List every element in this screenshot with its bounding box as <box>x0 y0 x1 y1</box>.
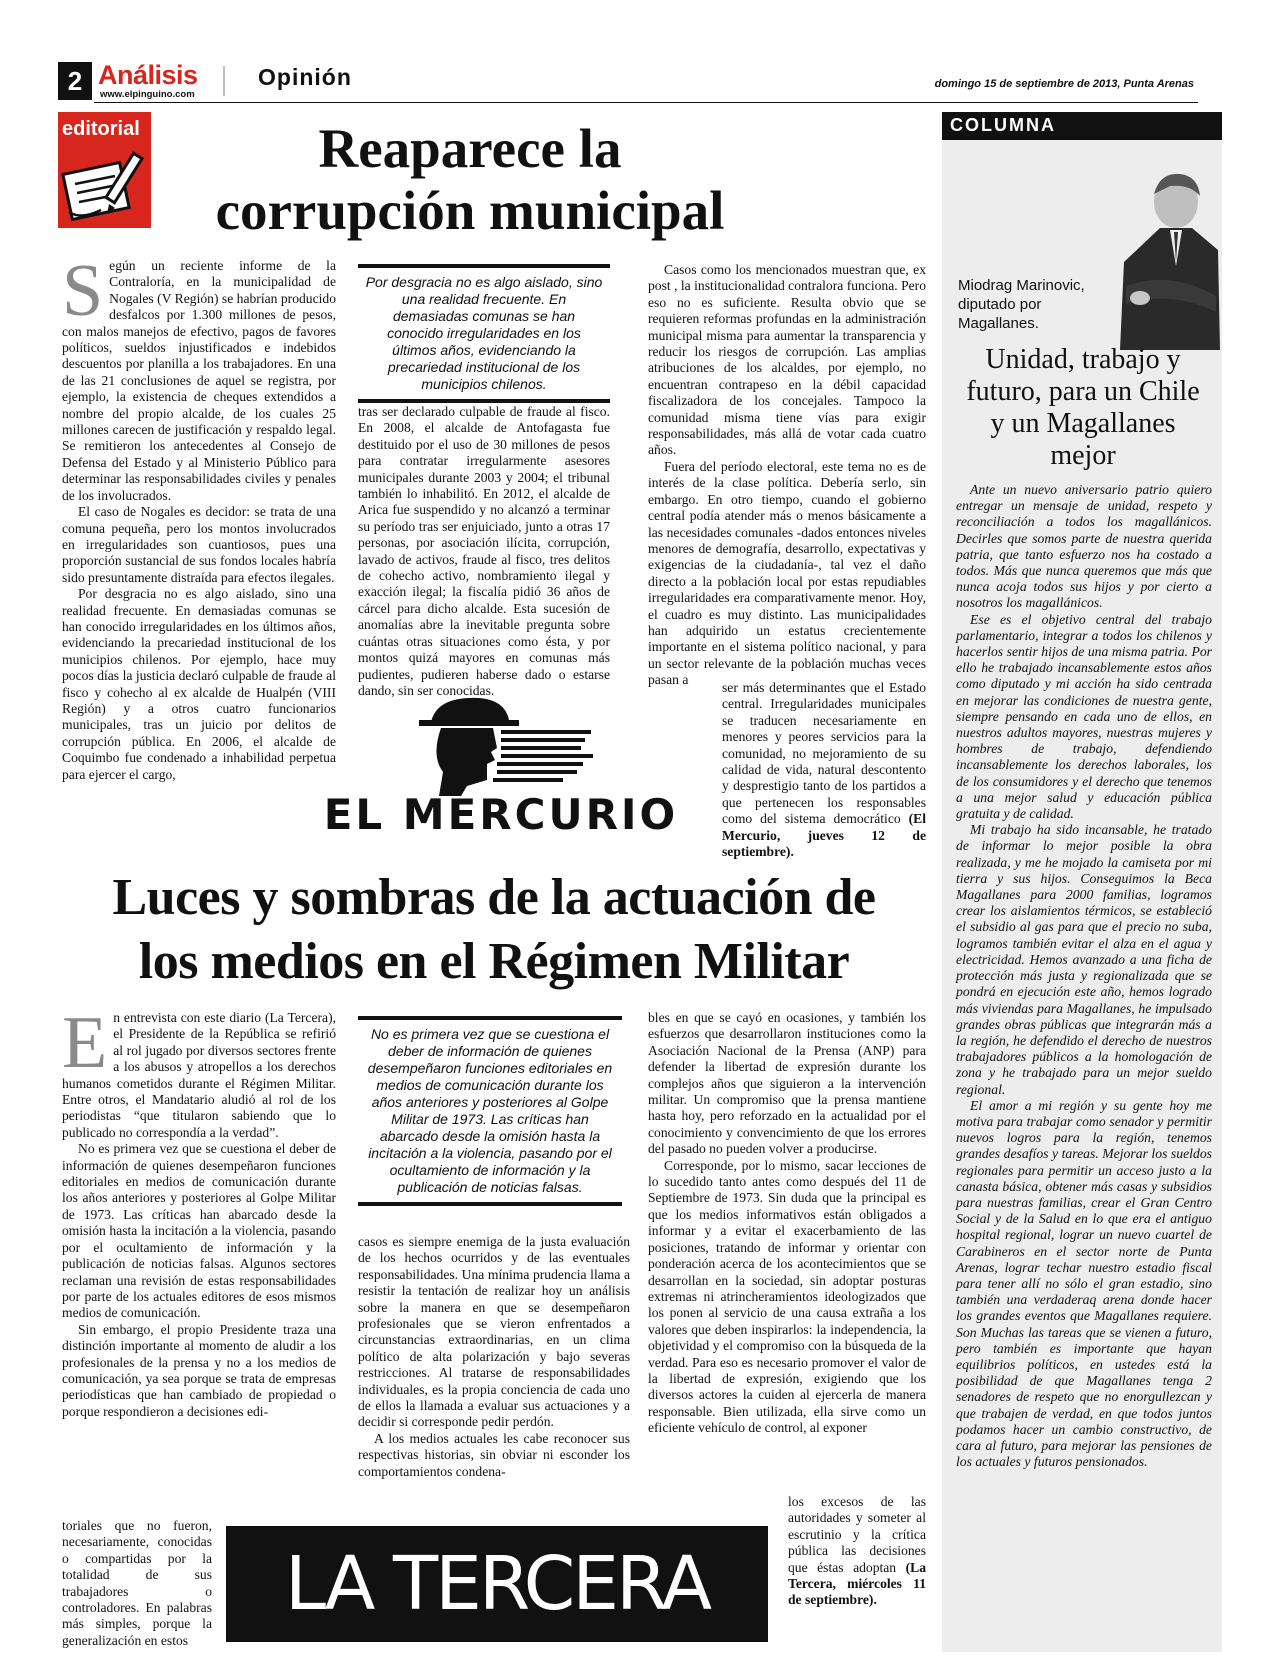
article2-paragraph: Sin embargo, el propio Presidente traza una distinción importante al momento de aludir a los profesionales de la prensa y no a los medios de comunicación, ya sea porque se trata de empresas periodísticas que han cambiado de propiedad o porque respondieron a decisiones edi- <box>62 1321 336 1419</box>
column-title: Unidad, trabajo y futuro, para un Chile y un Magallanes mejor <box>966 344 1200 471</box>
article1-title-line2: corrupción municipal <box>215 180 725 241</box>
article2-source: (La Tercera, miércoles 11 de septiembre). <box>788 1559 926 1608</box>
article1-column-3b <box>722 680 926 860</box>
column-label-bar <box>942 112 1222 140</box>
article1-pull-quote: Por desgracia no es algo aislado, sino una realidad frecuente. En demasiadas comunas se han conocido irregularidades en los últimos años, evidenciando la precariedad institucional de los municipios chilenos. <box>358 264 610 403</box>
column-paragraph: Mi trabajo ha sido incansable, he tratado de informar lo mejor posible la obra realizada, y me he mojado la camiseta por mi tierra y sus hijos. Conseguimos la Beca Magallanes para 2000 familias, logramos crear los aislamientos térmicos, se estableció el subsidio al gas para que el precio no suba, logramos también evitar el alza en el agua y electricidad. Hemos avanzado a una ficha de protección más justa y regionalizada que se pondrá en ejecución este año, hemos logrado más viviendas para Magallanes, he impulsado grandes obras públicas que integrarán más a la región, he defendido el derecho de nuestros trabajadores públicos a la homologación de zona y he trabajado para un mejor sueldo regional. <box>956 822 1212 1097</box>
header-divider <box>223 66 225 96</box>
editorial-badge <box>58 112 151 228</box>
article2-paragraph: No es primera vez que se cuestiona el deber de información de quienes desempeñaron funciones editoriales en medios de comunicación durante los años anteriores y posteriores al Golpe Militar de 1973. Las críticas han abarcado desde la omisión hasta la incitación a la violencia, pasando por el ocultamiento de información y la publicación de noticias falsas. Algunos sectores reclaman una revisión de estas responsabilidades por parte de los actuales editores de esos mismos medios de comunicación. <box>62 1141 336 1321</box>
mercurio-head-icon <box>401 690 601 798</box>
article1-paragraph: Fuera del período electoral, este tema no es de interés de la clase política. Debería serlo, sin embargo. En otro tiempo, cuando el gobierno central podía atender más o menos básicamente a las necesidades comunales -dados entonces niveles menores de demografía, desarrollo, expectativas y exigencias de la ciudadanía-, tal vez el daño directo a la población local por estas repudiables irregularidades era comparativamente menor. Hoy, el cuadro es muy distinto. Las municipalidades han adquirido un estatus crecientemente importante en el sistema político nacional, y para un sector relevante de la población muchas veces pasan a <box>648 458 926 688</box>
mercurio-wordmark: EL MERCURIO <box>323 790 679 839</box>
editorial-label: editorial <box>62 118 140 140</box>
author-photo <box>1120 166 1220 350</box>
article2-column-3b <box>788 1494 926 1644</box>
column-sidebar <box>942 112 1222 1652</box>
article2-pull-quote: No es primera vez que se cuestiona el deber de información de quienes desempeñaron funciones editoriales en medios de comunicación durante los años anteriores y posteriores al Golpe Militar de 1973. Las críticas han abarcado desde la omisión hasta la incitación a la violencia, pasando por el ocultamiento de información y la publicación de noticias falsas. <box>358 1016 622 1206</box>
article2-title <box>58 866 930 994</box>
mercurio-logo <box>296 690 706 840</box>
editorial-pen-paper-icon <box>61 150 149 226</box>
article2-dropcap: E <box>62 1002 108 1084</box>
page-number: 2 <box>58 62 92 100</box>
article1-dropcap: S <box>62 250 104 332</box>
article1-paragraph: ser más determinantes que el Estado central. Irregularidades municipales se traducen necesariamente en menores y peores servicios para la comunidad, no mejoramiento de su calidad de vida, natural descontento y desprestigio tanto de los partidos a que pertenecen los responsables como del sistema democrático <box>722 680 926 827</box>
article2-column-1b <box>62 1518 212 1648</box>
latercera-wordmark: LA TERCERA <box>284 1541 710 1627</box>
article1-paragraph: Por desgracia no es algo aislado, sino una realidad frecuente. En demasiadas comunas se han conocido irregularidades en los últimos años, evidenciando la precariedad institucional de los municipios chilenos. Por ejemplo, hace muy pocos días la justicia declaró culpable de fraude al fisco y cohecho al ex alcalde de Hualpén (VIII Región) y a otros cuatro funcionarios municipales, tras un juicio por delitos de corrupción pública. En 2006, el alcalde de Coquimbo fue condenado a inhabilidad perpetua para ejercer el cargo, <box>62 586 336 782</box>
article2-paragraph: A los medios actuales les cabe reconocer sus respectivas historias, sin obviar ni esconder los comportamientos condena- <box>358 1430 630 1479</box>
section-title: Opinión <box>258 64 352 90</box>
article2-column-3 <box>648 1010 926 1494</box>
article2-paragraph: casos es siempre enemiga de la justa evaluación de los hechos ocurridos y de las eventuales responsabilidades. Una mínima prudencia llama a resistir la tentación de realizar hoy un análisis sobre la manera en que se desempeñaron profesionales que se vieron enfrentados a circunstancias extraordinarias, en un clima político de alta polarización y bajo severas restricciones. Al tratarse de responsabilidades individuales, es la propia conciencia de cada uno de ellos la llamada a evaluar sus actuaciones y a decidir si corresponde pedir perdón. <box>358 1234 630 1430</box>
latercera-logo <box>226 1526 768 1642</box>
article1-source: (El Mercurio, jueves 12 de septiembre). <box>722 811 926 860</box>
column-author: Miodrag Marinovic, diputado por Magallanes. <box>958 277 1085 332</box>
article1-paragraph: Casos como los mencionados muestran que, ex post , la institucionalidad contralora funciona. Pero eso no es suficiente. Resulta obvio que se requieren reformas profundas en la administración municipal misma para aumentar la transparencia y reducir los riesgos de corrupción. Las amplias atribuciones de los alcaldes, por ejemplo, no encuentran contrapeso en la débil capacidad fiscalizadora de los concejales. Tampoco la comunidad misma tiene vías para exigir responsabilidades, más allá de votar cada cuatro años. <box>648 262 926 458</box>
article1-title-line1: Reaparece la <box>318 118 622 179</box>
article1-column-3 <box>648 262 926 688</box>
article2-column-2 <box>358 1234 630 1524</box>
article1-paragraph: El caso de Nogales es decidor: se trata de una comuna pequeña, pero los montos involucrados en irregularidades son cuantiosos, pues una proporción sustancial de sus fondos locales habría sido presuntamente distraída para efectos ilegales. <box>62 504 336 585</box>
column-label: COLUMNA <box>950 115 1056 135</box>
article2-paragraph: Corresponde, por lo mismo, sacar lecciones de lo sucedido tanto antes como después del 11 de Septiembre de 1973. Sin duda que la principal es que los medios informativos están obligados a informar y a evitar el exacerbamiento de las posiciones, tratando de informar y orientar con ponderación acerca de los acontecimientos que se desarrollan en la sociedad, sin adoptar posturas extremas ni atrincheramientos ideologizados que los ponen al servicio de una causa extraña a los valores que deben inspirarlos: la independencia, la objetividad y el compromiso con la búsqueda de la verdad. Para eso es necesario promover el valor de la libertad de expresión, exigiendo que los diversos actores la cuiden al ejercerla de manera responsable. Bien utilizada, ella sirve como un eficiente vehículo de control, al exponer <box>648 1157 926 1436</box>
article2-paragraph: bles en que se cayó en ocasiones, y también los esfuerzos que desarrollaron instituciones como la Asociación Nacional de la Prensa (ANP) para defender la libertad de expresión durante los complejos años que siguieron a la intervención militar. Un compromiso que la prensa mantiene hasta hoy, pero reforzado en la actualidad por el conocimiento y convencimiento de que los errores del pasado no pueden volver a producirse. <box>648 1010 926 1157</box>
page-header <box>58 62 1198 104</box>
column-paragraph: El amor a mi región y su gente hoy me motiva para trabajar como senador y permitir nuevos logros para la región, tenemos grandes desafíos y tareas. Mejorar los sueldos regionales para permitir un acceso justo a la canasta básica, obtener más casas y subsidios para nuestras familias, crear el Gran Centro Social y de la Salud en lo que era el antiguo hospital regional, lograr un nuevo cuartel de Carabineros en el sector norte de Punta Arenas, lograr techar nuestro estadio fiscal para tener allí no sólo el gran estadio, sino también una verdaderaq arena donde hacer los grandes eventos que Magallanes requiere. Son Muchas las tareas que se vienen a futuro, pero también es importante que hayan equilibrios políticos, en ustedes está la posibilidad de que Magallanes tenga 2 senadores de respeto que no enorgullezcan y que trabajen de verdad, en que todos juntos podamos hacer un cambio constructivo, de cara al futuro, para mejorar las pensiones de los actuales y futuros pensionados. <box>956 1097 1212 1470</box>
section-logo: Análisis <box>98 60 198 90</box>
article2-title-line2: los medios en el Régimen Militar <box>138 933 850 990</box>
article2-paragraph: los excesos de las autoridades y someter al escrutinio y la crítica pública las decisiones que éstas adoptan <box>788 1494 926 1575</box>
header-rule <box>94 102 1198 103</box>
article2-paragraph: n entrevista con este diario (La Tercera), el Presidente de la República se refirió al rol jugado por diversos sectores frente a los abusos y atropellos a los derechos humanos cometidos durante el Régimen Militar. Entre otros, el Mandatario aludió al rol de los periodistas “que titularon sabiendo que lo publicado no correspondía a la verdad”. <box>62 1010 336 1140</box>
article1-title <box>160 118 780 242</box>
article1-column-1 <box>62 250 336 848</box>
article2-title-line1: Luces y sombras de la actuación de <box>112 869 876 926</box>
column-paragraph: Ese es el objetivo central del trabajo parlamentario, integrar a todos los chilenos y hacerlos sentir hijos de una misma patria. Por ello he trabajado incansablemente estos años como diputado y mi acción ha sido centrada en mejorar las condiciones de nuestra gente, siempre pensando en cada uno de ellos, en nuestros adultos mayores, nuestras mujeres y hombres de trabajo, defendiendo incansablemente los derechos laborales, los de los consumidores y el derecho que tenemos a una mejor salud y educación pública gratuita y de calidad. <box>956 611 1212 822</box>
column-paragraph: Ante un nuevo aniversario patrio quiero entregar un mensaje de unidad, respeto y reconciliación a todos los magallánicos. Decirles que somos parte de nuestra querida patria, que tanto esfuerzo nos ha costado a todos. Más que nunca queremos que más que nunca acoja todos sus hijos y por cierto a nosotros los magallánicos. <box>956 482 1212 611</box>
article2-paragraph: toriales que no fueron, necesariamente, conocidas o compartidas por la totalidad de sus trabajadores o controladores. En palabras más simples, porque la generalización en estos <box>62 1518 212 1648</box>
article1-column-2 <box>358 404 610 698</box>
site-url[interactable]: www.elpinguino.com <box>100 89 195 100</box>
article2-column-1 <box>62 1002 336 1518</box>
article1-paragraph: tras ser declarado culpable de fraude al fisco. En 2008, el alcalde de Antofagasta fue destituido por el uso de 30 millones de pesos para contratar irregularmente asesores municipales durante 2003 y 2004; el tribunal también lo inhabilitó. En 2012, el alcalde de Arica fue suspendido y no alcanzó a terminar su período tras ser enjuiciado, junto a otras 17 personas, por asociación ilícita, corrupción, lavado de activos, fraude al fisco, tres delitos de cohecho activo, nombramiento ilegal y exacción ilegal; la fiscalía pidió 36 años de cárcel para dicho alcalde. Esta sucesión de anomalías abre la inevitable pregunta sobre cuántas otras situaciones como ésta, y por montos quizá mayores en comunas más pudientes, pudieren haberse dado o estarse dando, sin ser conocidas. <box>358 404 610 698</box>
article1-paragraph: egún un reciente informe de la Contraloría, en la municipalidad de Nogales (V Región) se habrían producido desfalcos por 1.300 millones de pesos, con malos manejos de efectivo, pagos de favores políticos, sueldos injustificados e indebidos descuentos por planilla a los trabajadores. En una de las 21 conclusiones de aquel se registra, por ejemplo, la existencia de cheques extendidos a nombre del propio alcalde, de los cuales 25 millones carecen de justificación y respaldo legal. Se remitieron los antecedentes al Consejo de Defensa del Estado y al Ministerio Público para determinar las responsabilidades civiles y penales de los involucrados. <box>62 258 336 503</box>
dateline: domingo 15 de septiembre de 2013, Punta Arenas <box>934 78 1194 90</box>
column-body <box>956 482 1212 1646</box>
